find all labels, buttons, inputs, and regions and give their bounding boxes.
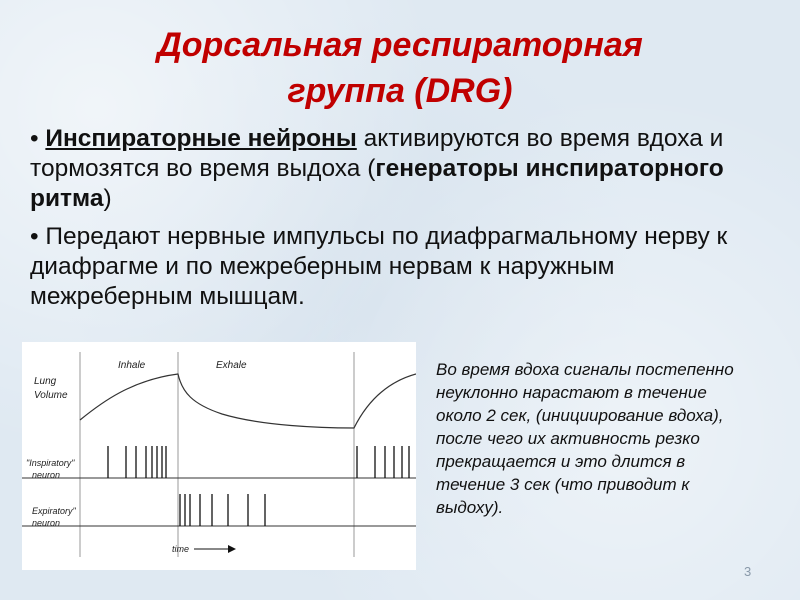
label-expiratory: Expiratory" (32, 506, 76, 516)
label-exhale: Exhale (216, 360, 247, 371)
bullet-1-lead: Инспираторные нейроны (45, 125, 357, 152)
label-inhale: Inhale (118, 360, 146, 371)
lung-volume-curve (80, 374, 416, 428)
respiration-diagram (22, 342, 416, 570)
diagram-svg (22, 342, 416, 570)
bullet-2-text: Передают нервные импульсы по диафрагмальному нерву к диафрагме и по межреберным нервам к наружным межреберным мышцам. (30, 223, 728, 310)
bullet-2: • Передают нервные импульсы по диафрагмальному нерву к диафрагме и по межреберным нервам к наружным межреберным мышцам. (30, 223, 728, 310)
slide-number: 3 (744, 564, 752, 579)
label-lung: Lung (34, 376, 57, 387)
bullet-list (30, 124, 770, 320)
side-note: Во время вдоха сигналы постепенно неуклонно нарастают в течение около 2 сек, (инициирование вдоха), после чего их активность резко прекращается и это длится в течение 3 сек (что приводит к выдоху). (436, 360, 734, 517)
slide-title (0, 22, 800, 114)
inspiratory-spikes (108, 446, 409, 478)
bullet-1: • Инспираторные нейроны активируются во время вдоха и тормозятся во время выдоха (генераторы инспираторного ритма) (30, 125, 724, 212)
bullet-1-end: ) (103, 185, 112, 212)
expiratory-spikes (180, 494, 265, 526)
label-volume: Volume (34, 390, 68, 401)
bullet-1-bold: генераторы инспираторного ритма (30, 155, 724, 212)
title-line-1: Дорсальная респираторная (157, 26, 643, 64)
label-inspiratory: "Inspiratory" (26, 458, 75, 468)
label-time: time (172, 544, 190, 554)
label-inspiratory-neuron: neuron (32, 470, 61, 480)
time-arrow-head-icon (228, 545, 236, 553)
title-line-2: группа (DRG) (287, 72, 513, 110)
bullet-1-text: активируются во время вдоха и тормозятся во время выдоха ( (30, 125, 724, 182)
label-expiratory-neuron: neuron (32, 518, 61, 528)
